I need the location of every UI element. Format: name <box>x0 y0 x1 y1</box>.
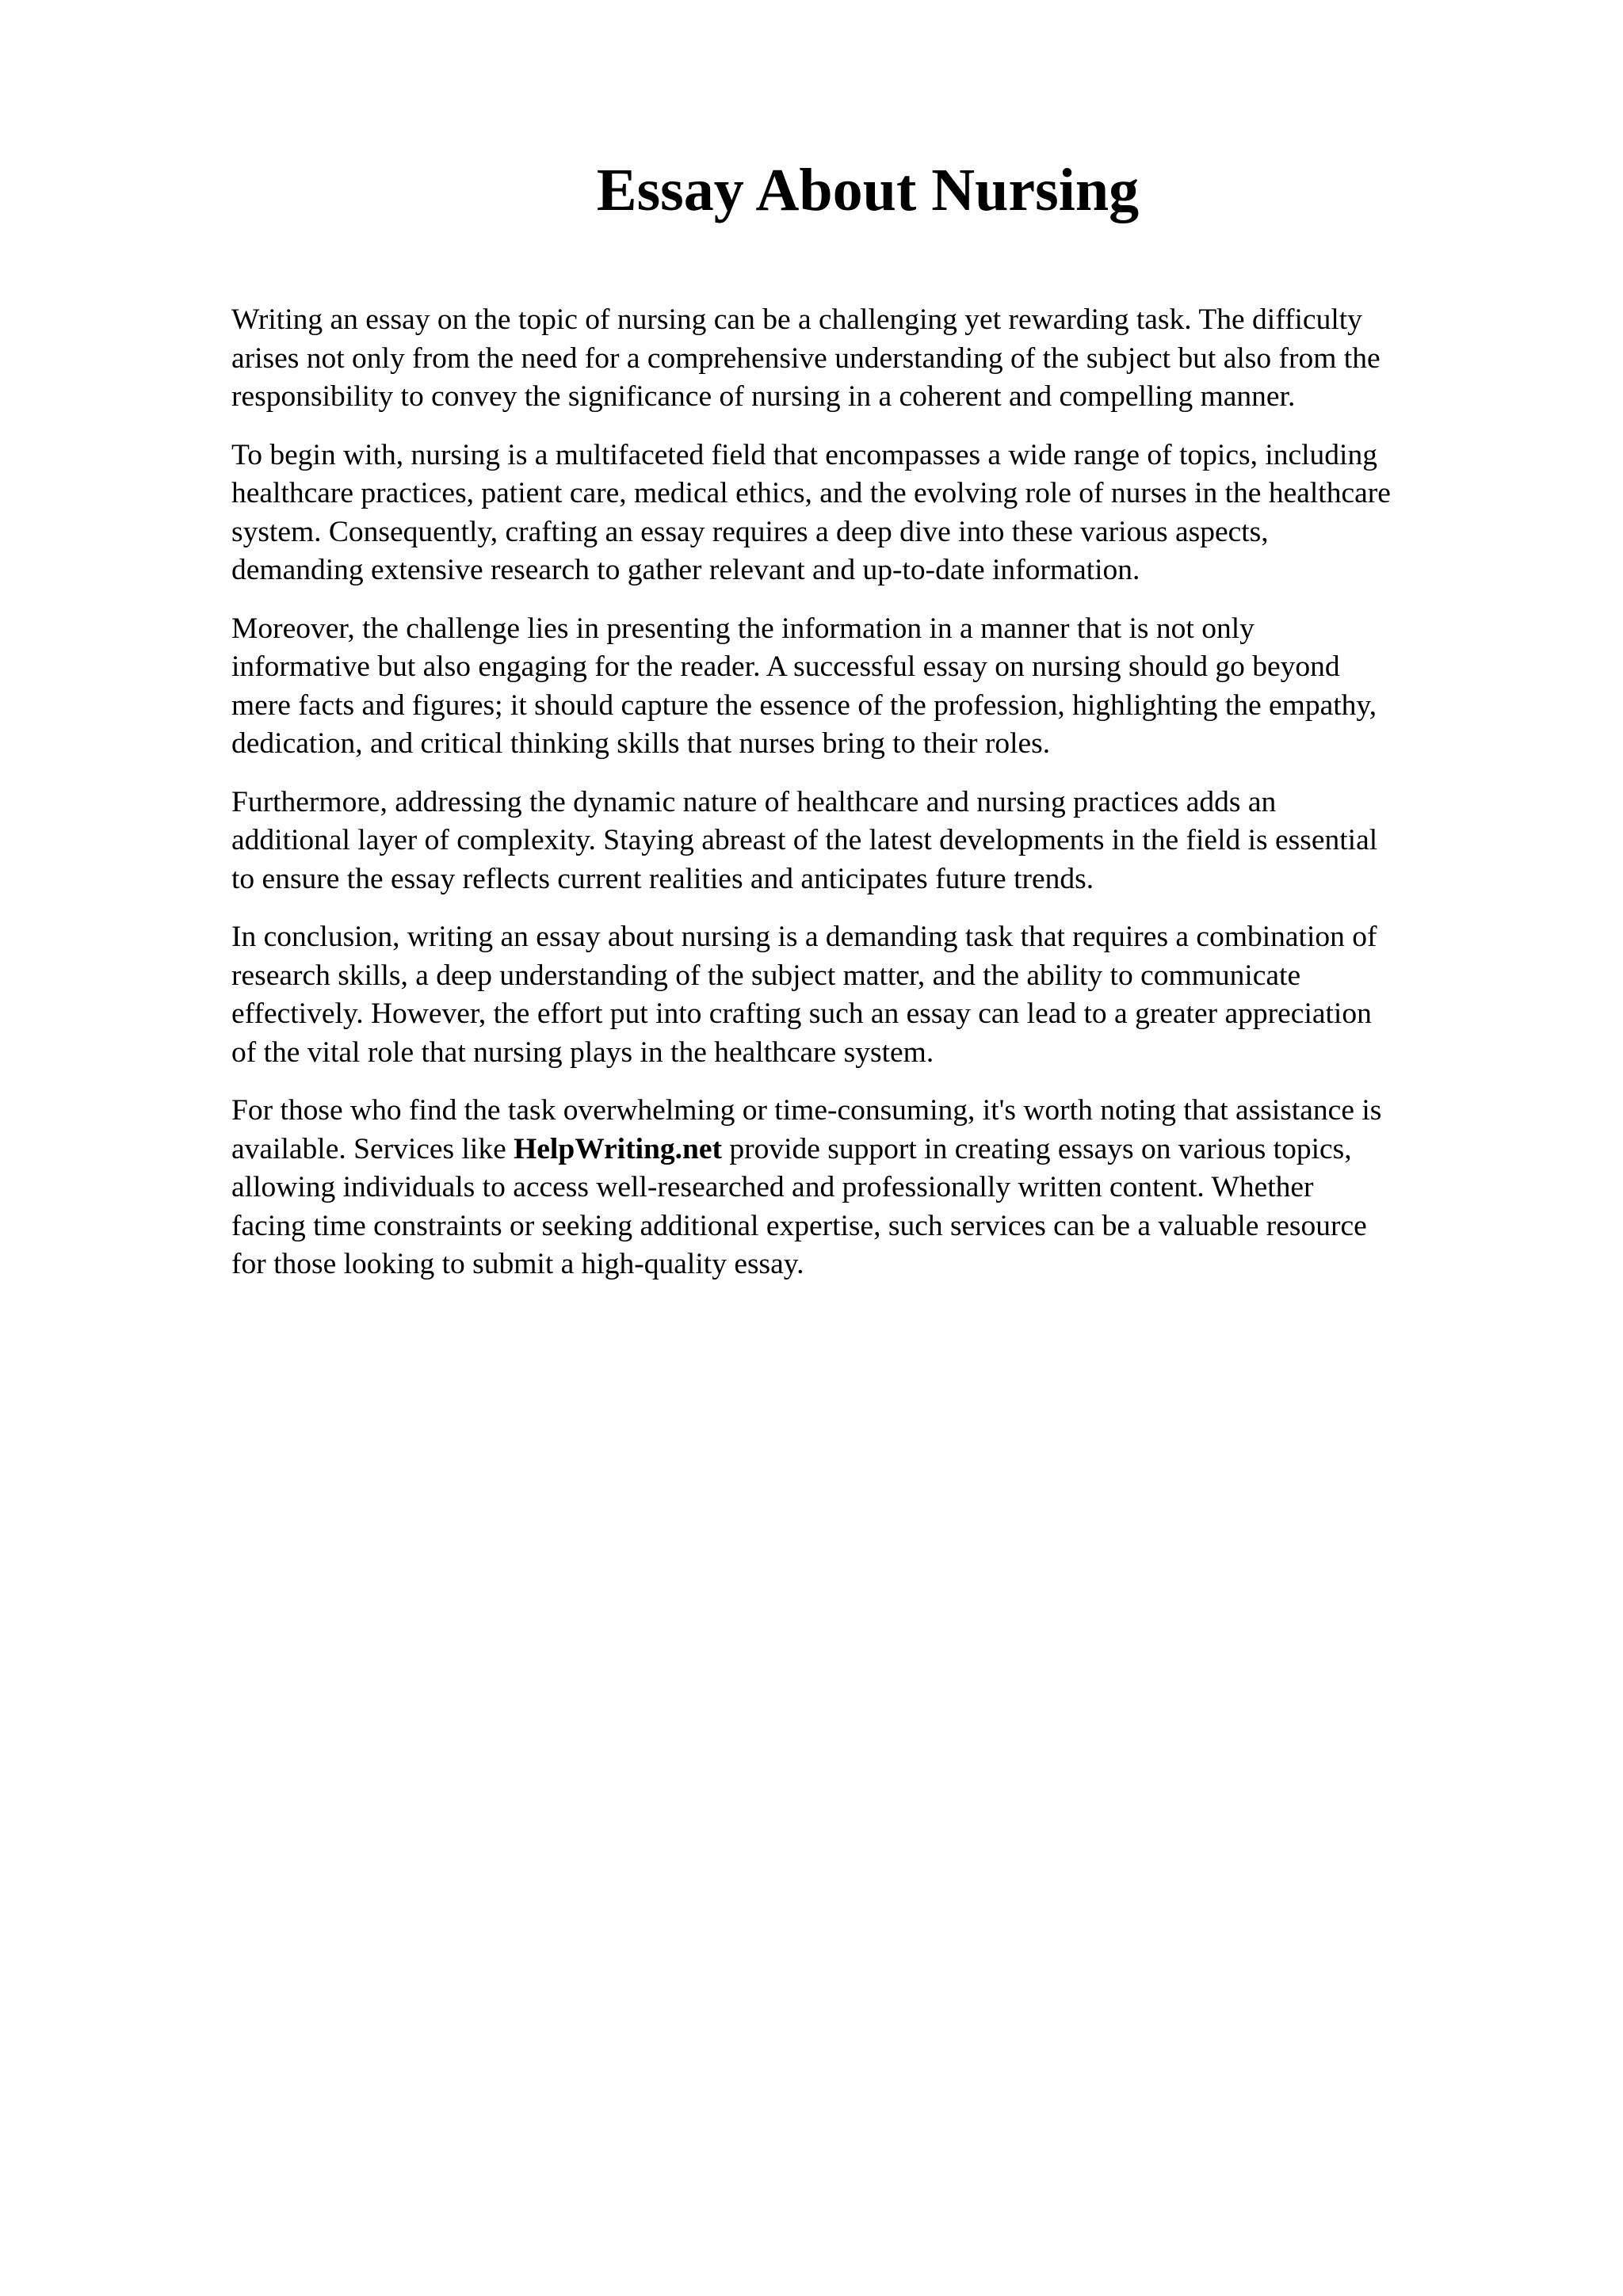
text-line: mere facts and figures; it should capture the essence of the profession, highlighting the empathy, <box>231 688 1377 722</box>
text-segment: available. Services like <box>231 1132 514 1165</box>
text-line: Moreover, the challenge lies in presenting the information in a manner that is not only <box>231 612 1254 645</box>
text-segment: provide support in creating essays on various topics, <box>721 1132 1352 1165</box>
text-line: of the vital role that nursing plays in the healthcare system. <box>231 1035 934 1069</box>
paragraph-multifaceted <box>231 437 1515 590</box>
text-line: responsibility to convey the significance of nursing in a coherent and compelling manner. <box>231 380 1296 413</box>
text-line: healthcare practices, patient care, medical ethics, and the evolving role of nurses in the healthcare <box>231 477 1391 509</box>
text-line: For those who find the task overwhelming or time-consuming, it's worth noting that assistance is <box>231 1094 1382 1127</box>
text-line: allowing individuals to access well-researched and professionally written content. Whether <box>231 1171 1314 1203</box>
paragraph-intro <box>231 301 1515 417</box>
text-line: Furthermore, addressing the dynamic nature of healthcare and nursing practices adds an <box>231 785 1277 818</box>
text-line: demanding extensive research to gather relevant and up-to-date information. <box>231 554 1140 586</box>
brand-name: HelpWriting.net <box>514 1132 722 1165</box>
text-line: research skills, a deep understanding of the subject matter, and the ability to communicate <box>231 959 1301 992</box>
text-line: Writing an essay on the topic of nursing can be a challenging yet rewarding task. The difficulty <box>231 303 1362 336</box>
paragraph-challenge <box>231 610 1515 764</box>
text-line: arises not only from the need for a comprehensive understanding of the subject but also from the <box>231 341 1381 375</box>
paragraph-conclusion <box>231 918 1515 1072</box>
paragraph-assistance <box>231 1092 1515 1284</box>
document-title: Essay About Nursing <box>596 157 1140 223</box>
text-line: dedication, and critical thinking skills that nurses bring to their roles. <box>231 727 1051 760</box>
text-line: to ensure the essay reflects current realities and anticipates future trends. <box>231 862 1094 895</box>
text-line-with-brand <box>231 1131 1515 1169</box>
text-line: system. Consequently, crafting an essay requires a deep dive into these various aspects, <box>231 515 1269 548</box>
text-line: To begin with, nursing is a multifaceted field that encompasses a wide range of topics, including <box>231 438 1377 471</box>
text-line: additional layer of complexity. Staying abreast of the latest developments in the field is essential <box>231 824 1378 856</box>
text-line: facing time constraints or seeking additional expertise, such services can be a valuable resource <box>231 1209 1367 1242</box>
text-line: In conclusion, writing an essay about nursing is a demanding task that requires a combination of <box>231 921 1377 953</box>
text-line: for those looking to submit a high-quality essay. <box>231 1248 804 1280</box>
paragraph-dynamic <box>231 784 1515 899</box>
text-line: effectively. However, the effort put into crafting such an essay can lead to a greater appreciation <box>231 997 1372 1030</box>
text-line: informative but also engaging for the reader. A successful essay on nursing should go beyond <box>231 650 1340 683</box>
essay-body <box>231 301 1515 1304</box>
